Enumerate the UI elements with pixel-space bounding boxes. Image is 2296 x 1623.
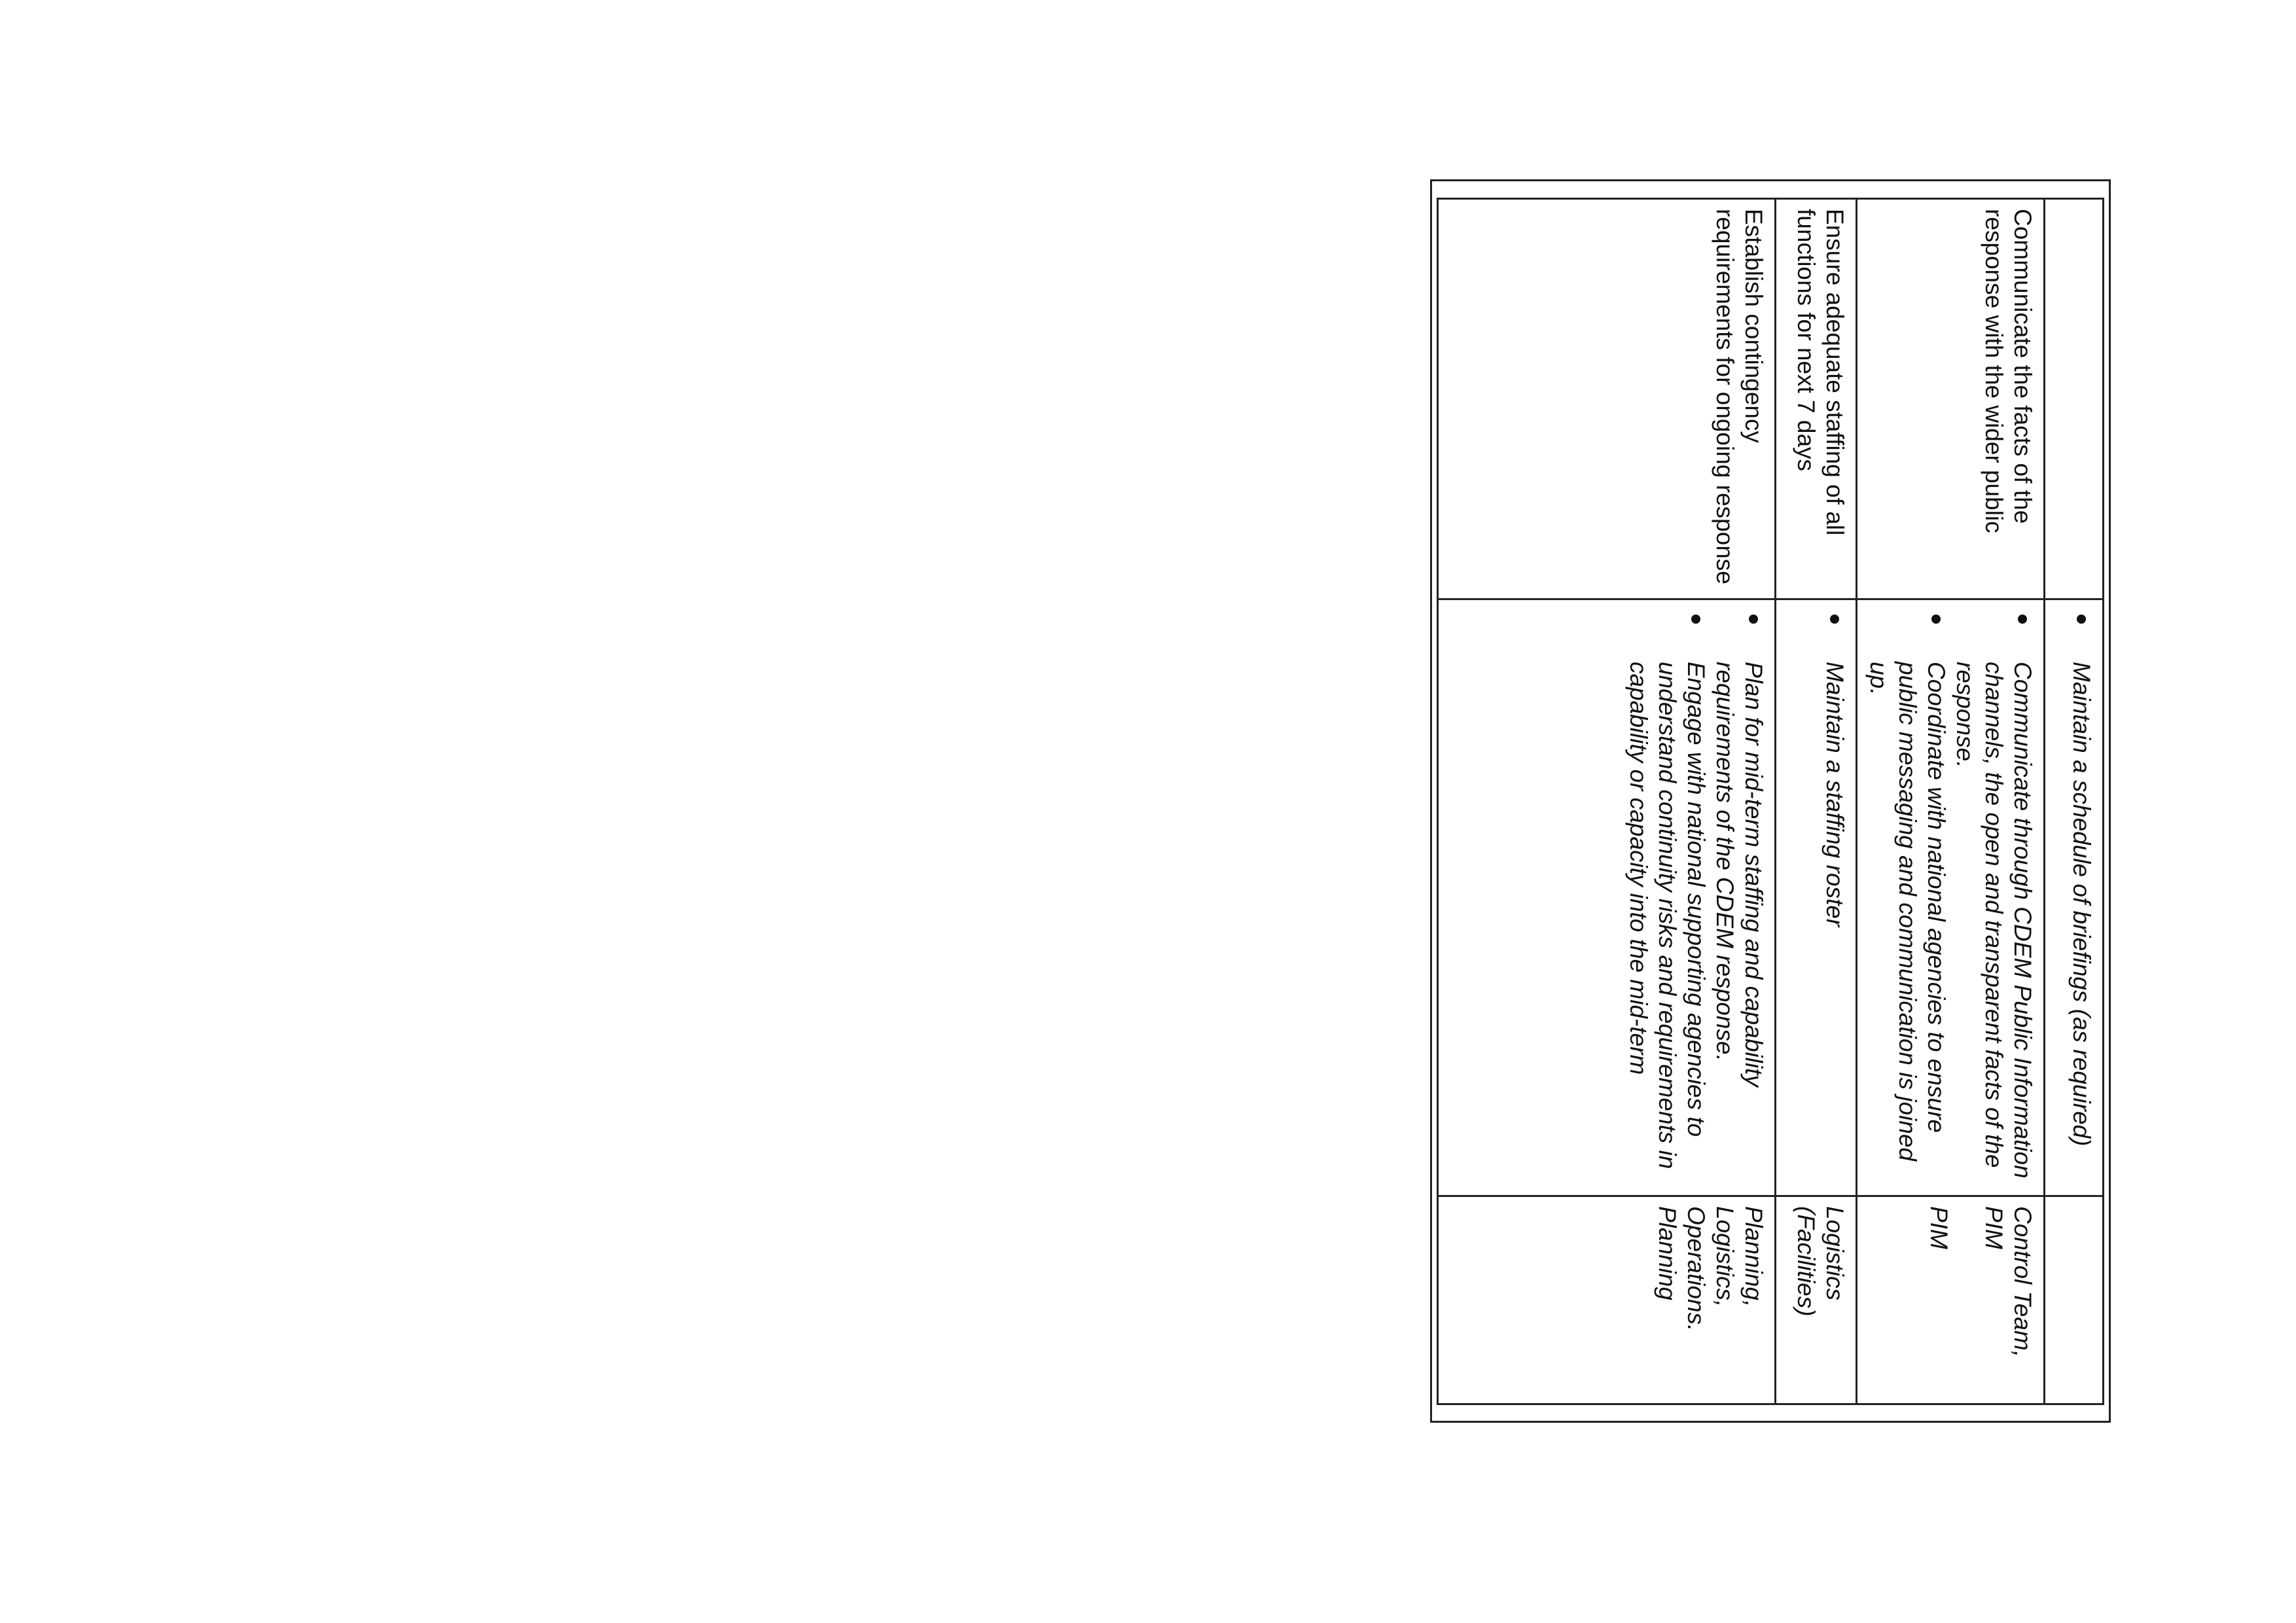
owner-cell: Planning, Logistics, Operations. Planning bbox=[1438, 1196, 1776, 1404]
actions-cell bbox=[2045, 599, 2104, 1196]
objective-cell: Communicate the facts of the response with the wider public bbox=[1857, 199, 2045, 599]
actions-list bbox=[1864, 609, 2037, 1186]
bullet-icon bbox=[1691, 615, 1700, 624]
list-item: Plan for mid-term staffing and capability requirements of the CDEM response. bbox=[1710, 609, 1768, 1186]
list-item: Coordinate with national agencies to ensure public messaging and communication is joined up. bbox=[1864, 609, 1950, 1186]
list-item: Communicate through CDEM Public Information channels, the open and transparent facts of the response. bbox=[1950, 609, 2037, 1186]
bullet-icon bbox=[1749, 615, 1758, 624]
bullet-icon bbox=[1830, 615, 1839, 624]
objective-cell: Ensure adequate staffing of all functions for next 7 days bbox=[1776, 199, 1857, 599]
owner-cell: Logistics (Facilities) bbox=[1776, 1196, 1857, 1404]
table-row bbox=[1857, 199, 2045, 1404]
actions-list bbox=[1624, 609, 1768, 1186]
bullet-icon bbox=[2018, 615, 2027, 624]
table-row bbox=[2045, 199, 2104, 1404]
actions-list bbox=[1820, 609, 1849, 1186]
owner-cell bbox=[2045, 1196, 2104, 1404]
bullet-icon bbox=[2077, 615, 2086, 624]
list-item: Engage with national supporting agencies to understand continuity risks and requirements in capability or capacity into the mid-term bbox=[1624, 609, 1710, 1186]
actions-cell bbox=[1857, 599, 2045, 1196]
list-item: Maintain a staffing roster bbox=[1820, 609, 1849, 1186]
actions-list bbox=[2067, 609, 2096, 1186]
list-item: Maintain a schedule of briefings (as required) bbox=[2067, 609, 2096, 1186]
objective-cell: Establish contingency requirements for ongoing response bbox=[1438, 199, 1776, 599]
table-row bbox=[1438, 199, 1776, 1404]
table-row bbox=[1776, 199, 1857, 1404]
rotated-document-page bbox=[1430, 179, 2111, 1423]
actions-cell bbox=[1776, 599, 1857, 1196]
owner-cell: Control Team, PIM PIM bbox=[1857, 1196, 2045, 1404]
actions-cell bbox=[1438, 599, 1776, 1196]
objective-cell bbox=[2045, 199, 2104, 599]
action-plan-table bbox=[1437, 198, 2104, 1405]
bullet-icon bbox=[1931, 615, 1941, 624]
